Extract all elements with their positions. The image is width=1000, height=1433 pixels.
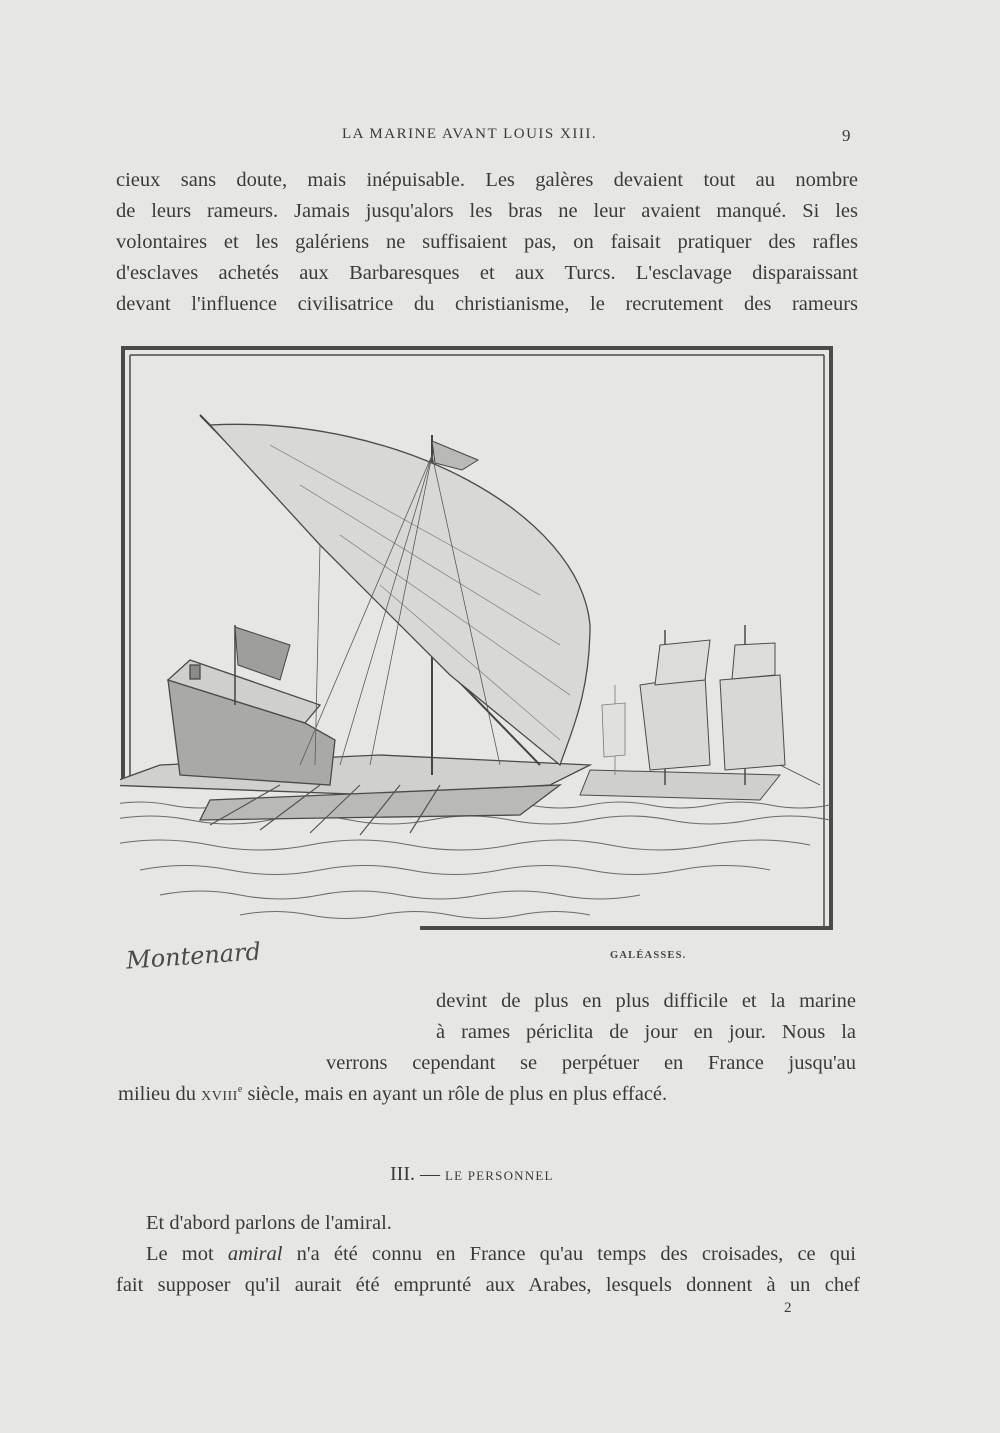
century-superscript: e (237, 1084, 243, 1096)
line-text: siècle, mais en ayant un rôle de plus en plus effacé. (242, 1083, 668, 1105)
paragraph-line: volontaires et les galériens ne suffisaient pas, on faisait pratiquer des rafles (116, 231, 858, 253)
ship-sketch (120, 345, 834, 931)
running-title: LA MARINE AVANT LOUIS XIII. (342, 126, 598, 142)
body-line (146, 1243, 856, 1266)
page-number: 9 (842, 126, 852, 145)
wrapped-line: à rames périclita de jour en jour. Nous la (436, 1021, 856, 1043)
section-number: III. — (390, 1163, 440, 1185)
body-line: Et d'abord parlons de l'amiral. (146, 1212, 392, 1234)
section-heading (390, 1163, 554, 1186)
paragraph-line: devant l'influence civilisatrice du christianisme, le recrutement des rameurs (116, 293, 858, 315)
paragraph-line: de leurs rameurs. Jamais jusqu'alors les bras ne leur avaient manqué. Si les (116, 200, 858, 222)
wrapped-line: verrons cependant se perpétuer en France jusqu'au (326, 1052, 856, 1074)
century-numeral: XVIII (201, 1089, 238, 1104)
line-text: milieu du (118, 1083, 202, 1105)
italic-term: amiral (227, 1243, 283, 1265)
top-paragraph (116, 165, 858, 320)
wrapped-line (118, 1083, 738, 1106)
signature-mark: 2 (784, 1300, 792, 1316)
line-text: n'a été connu en France qu'au temps des croisades, ce qui (282, 1243, 856, 1265)
wrapped-line: devint de plus en plus difficile et la marine (436, 990, 856, 1012)
galleass-illustration (120, 345, 834, 931)
artist-signature: Montenard (125, 937, 262, 975)
paragraph-line: d'esclaves achetés aux Barbaresques et aux Turcs. L'esclavage disparaissant (116, 262, 858, 284)
figure-caption: GALÉASSES. (610, 950, 687, 961)
line-text: Le mot (146, 1243, 228, 1265)
body-line: fait supposer qu'il aurait été emprunté aux Arabes, lesquels donnent à un chef (116, 1274, 860, 1296)
paragraph-line: cieux sans doute, mais inépuisable. Les galères devaient tout au nombre (116, 169, 858, 191)
section-title: LE PERSONNEL (444, 1168, 554, 1183)
